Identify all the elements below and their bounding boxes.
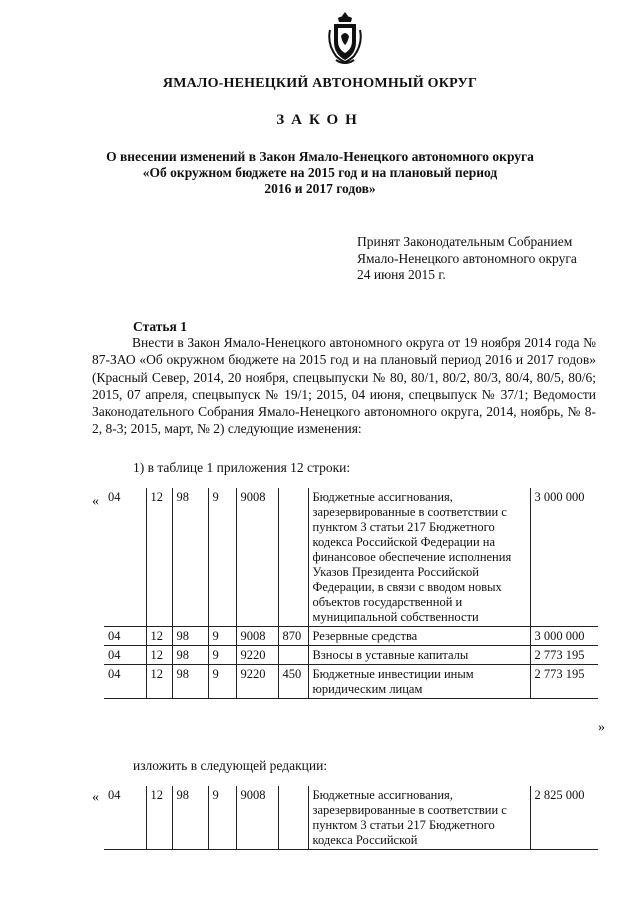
- law-title-line: О внесении изменений в Закон Ямало-Ненецкого автономного округа: [106, 149, 534, 164]
- article-intro-paragraph: Внести в Закон Ямало-Ненецкого автономного округа от 19 ноября 2014 года № 87-ЗАО «Об окружном бюджете на 2015 год и на плановый период 2016 и 2017 годов» (Красный Север, 2014, 20 ноября, спецвыпуски № 80, 80/1, 80/2, 80/3, 80/4, 80/5, 80/6; 2015, 07 апреля, спецвыпуск № 19/1; 2015, 04 июня, спецвыпуск № 37/1; Ведомости Законодательного Собрания Ямало-Ненецкого автономного округа, 2014, ноябрь, № 8-2, 8-3; 2015, март, № 2) следующие изменения:: [92, 335, 596, 437]
- cell-expense-type-code: 450: [278, 665, 308, 699]
- article-heading: Статья 1: [133, 319, 187, 334]
- cell-amount: 2 773 195: [530, 646, 598, 665]
- table-row: [104, 665, 598, 699]
- item-1-paragraph: 1) в таблице 1 приложения 12 строки:: [133, 460, 351, 475]
- table-row: [104, 646, 598, 665]
- cell-subsection-code: 12: [146, 627, 172, 646]
- cell-target-code-3: 9008: [236, 786, 278, 850]
- law-title: [0, 149, 640, 197]
- cell-target-code-1: 98: [172, 646, 208, 665]
- cell-subsection-code: 12: [146, 786, 172, 850]
- cell-item-name: Взносы в уставные капиталы: [308, 646, 530, 665]
- table-row: [104, 627, 598, 646]
- cell-amount: 2 773 195: [530, 665, 598, 699]
- cell-target-code-2: 9: [208, 646, 236, 665]
- cell-section-code: 04: [104, 665, 146, 699]
- cell-expense-type-code: 870: [278, 627, 308, 646]
- adoption-line: Принят Законодательным Собранием: [357, 234, 573, 249]
- cell-amount: 3 000 000: [530, 627, 598, 646]
- budget-table-new: [104, 786, 598, 850]
- cell-item-name: Бюджетные инвестиции иным юридическим лицам: [308, 665, 530, 699]
- cell-subsection-code: 12: [146, 488, 172, 627]
- law-title-line: «Об окружном бюджете на 2015 год и на плановый период: [142, 165, 498, 180]
- cell-target-code-1: 98: [172, 627, 208, 646]
- cell-amount: 3 000 000: [530, 488, 598, 627]
- cell-expense-type-code: [278, 786, 308, 850]
- cell-item-name: Бюджетные ассигнования, зарезервированные в соответствии с пунктом 3 статьи 217 Бюджетного кодекса Российской: [308, 786, 530, 850]
- adoption-note: [357, 234, 577, 284]
- cell-target-code-3: 9008: [236, 627, 278, 646]
- cell-target-code-1: 98: [172, 665, 208, 699]
- replace-text-paragraph: изложить в следующей редакции:: [133, 758, 328, 773]
- cell-target-code-1: 98: [172, 786, 208, 850]
- cell-subsection-code: 12: [146, 665, 172, 699]
- cell-section-code: 04: [104, 786, 146, 850]
- cell-section-code: 04: [104, 646, 146, 665]
- adoption-line: Ямало-Ненецкого автономного округа: [357, 250, 577, 266]
- cell-subsection-code: 12: [146, 646, 172, 665]
- cell-target-code-2: 9: [208, 665, 236, 699]
- cell-target-code-3: 9220: [236, 646, 278, 665]
- open-quote-mark: «: [92, 494, 99, 509]
- region-name: ЯМАЛО-НЕНЕЦКИЙ АВТОНОМНЫЙ ОКРУГ: [162, 76, 478, 91]
- cell-section-code: 04: [104, 627, 146, 646]
- cell-amount: 2 825 000: [530, 786, 598, 850]
- close-quote-mark: »: [598, 720, 605, 735]
- cell-target-code-2: 9: [208, 488, 236, 627]
- cell-target-code-2: 9: [208, 627, 236, 646]
- cell-item-name: Резервные средства: [308, 627, 530, 646]
- cell-expense-type-code: [278, 488, 308, 627]
- cell-item-name: Бюджетные ассигнования, зарезервированные в соответствии с пунктом 3 статьи 217 Бюджетного кодекса Российской Федерации на финансовое обеспечение исполнения Указов Президента Российской Федерации, в связи с вводом новых объектов государственной и муниципальной собственности: [308, 488, 530, 627]
- law-title-line: 2016 и 2017 годов»: [264, 181, 376, 196]
- cell-target-code-2: 9: [208, 786, 236, 850]
- coat-of-arms-emblem-icon: [326, 10, 364, 66]
- adoption-date: 24 июня 2015 г.: [357, 267, 446, 282]
- table-row: [104, 488, 598, 627]
- cell-expense-type-code: [278, 646, 308, 665]
- open-quote-mark: «: [92, 790, 99, 805]
- cell-section-code: 04: [108, 490, 121, 504]
- budget-table-old: [104, 488, 598, 699]
- cell-target-code-3: 9220: [236, 665, 278, 699]
- cell-target-code-1: 98: [172, 488, 208, 627]
- table-row: [104, 786, 598, 850]
- document-type: ЗАКОН: [276, 112, 364, 128]
- cell-target-code-3: 9008: [236, 488, 278, 627]
